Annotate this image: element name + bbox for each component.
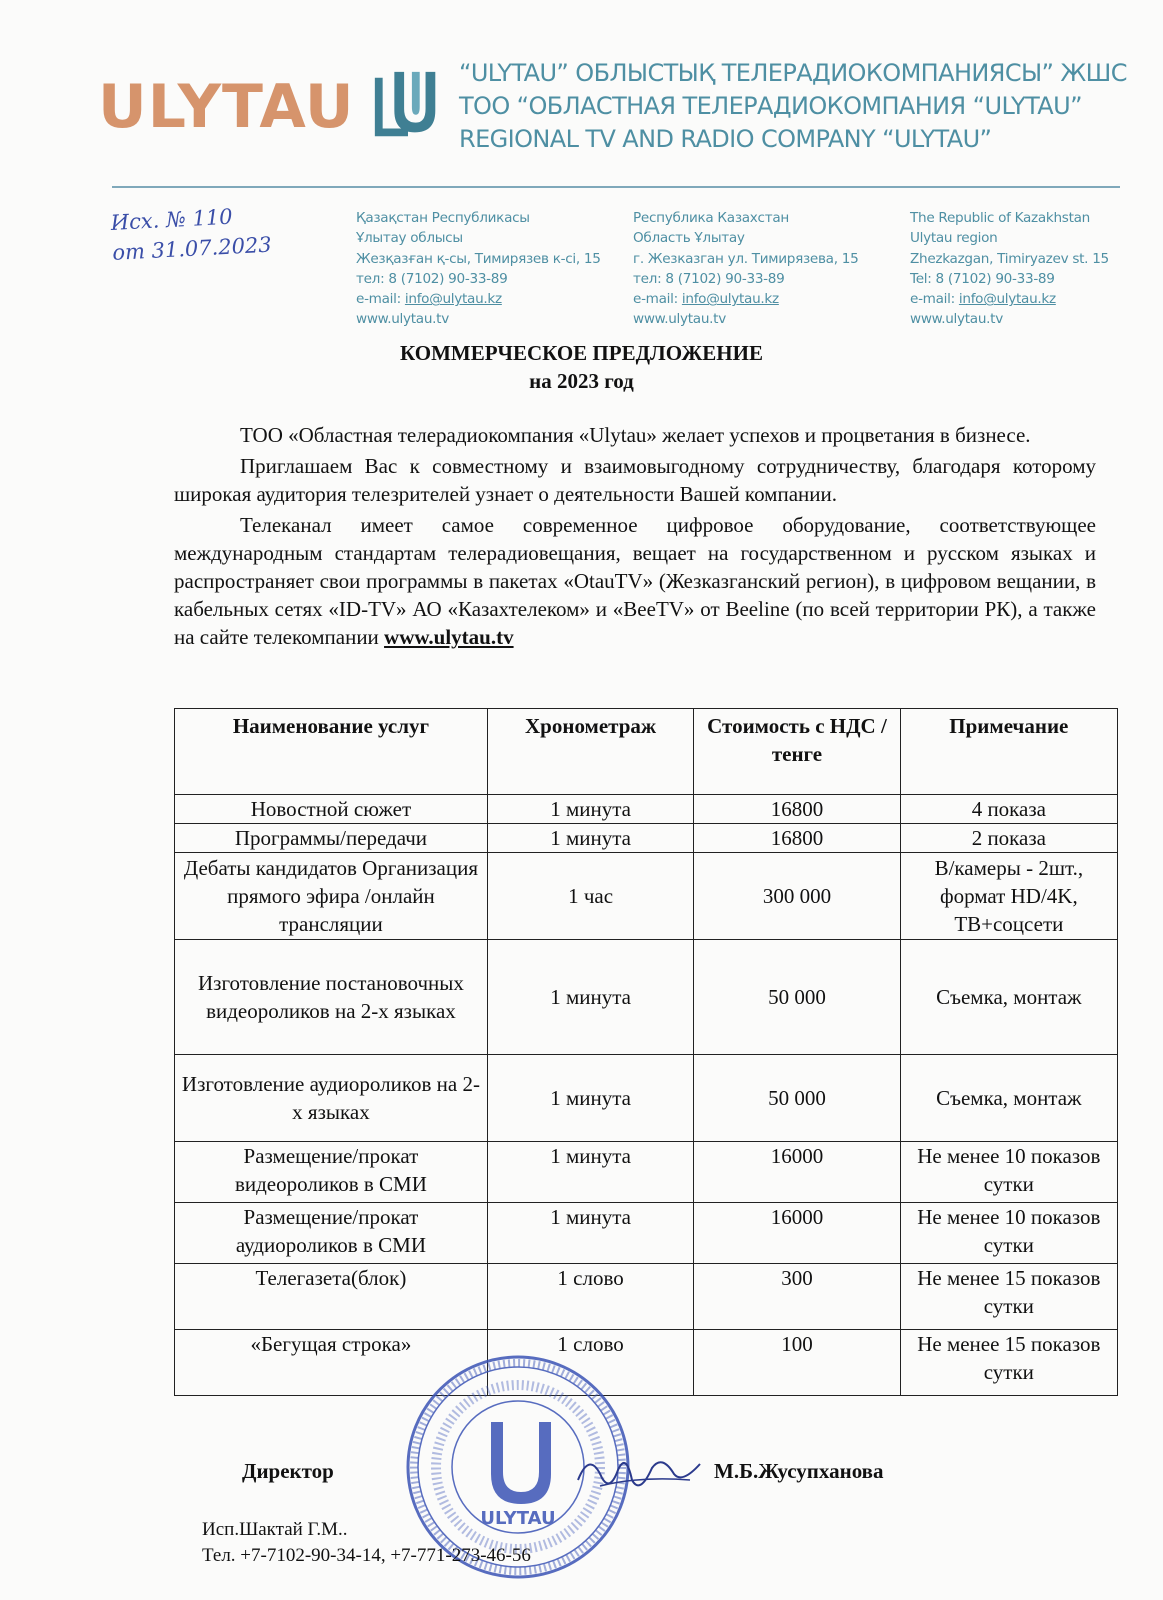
document-subtitle: на 2023 год xyxy=(529,369,634,393)
table-row xyxy=(175,1264,1118,1330)
email-label: e-mail: xyxy=(910,291,959,308)
address-phone: Tel: 8 (7102) 90-33-89 xyxy=(910,270,1055,287)
email-link[interactable]: info@ulytau.kz xyxy=(404,291,502,308)
executor-info xyxy=(202,1517,531,1569)
table-row xyxy=(175,1203,1118,1264)
channel-info-text: Телеканал имеет самое современное цифровое оборудование, соответствующее международным стандартам телерадиовещания, вещает на государственном и русском языках и распространяет свои программы в пакетах «OtauTV» (Жезказганский регион), в цифровом вещании, в кабельных сетях «ID-TV» АО «Казахтелеком» и «BeeTV» от Beeline (по всей территории РК), а также на сайте телекомпании xyxy=(174,513,1096,649)
outgoing-number-handwritten xyxy=(110,200,272,268)
cell-price: 16000 xyxy=(694,1142,900,1203)
email-link[interactable]: info@ulytau.kz xyxy=(681,291,779,308)
address-street: Жезқазған қ-сы, Тимирязев к-сі, 15 xyxy=(356,250,601,267)
services-price-table xyxy=(174,708,1118,1396)
email-label: e-mail: xyxy=(356,291,405,308)
table-row xyxy=(175,824,1118,853)
organization-names xyxy=(459,57,1149,156)
logo-wordmark: ULYTAU xyxy=(98,72,355,142)
cell-duration: 1 минута xyxy=(487,940,693,1055)
address-phone: тел: 8 (7102) 90-33-89 xyxy=(356,270,508,287)
paragraph-channel-info xyxy=(174,511,1096,651)
cell-service: Программы/передачи xyxy=(175,824,488,853)
org-name-russian: ТОО “ОБЛАСТНАЯ ТЕЛЕРАДИОКОМПАНИЯ “ULYTAU” xyxy=(459,92,1082,120)
cell-price: 100 xyxy=(694,1330,900,1396)
address-region: Ұлытау облысы xyxy=(356,230,463,247)
email-link[interactable]: info@ulytau.kz xyxy=(958,291,1056,308)
address-website[interactable]: www.ulytau.tv xyxy=(356,311,449,328)
header-duration: Хронометраж xyxy=(487,709,693,795)
table-row xyxy=(175,1055,1118,1142)
cell-note: 4 показа xyxy=(900,795,1117,824)
document-title: КОММЕРЧЕСКОЕ ПРЕДЛОЖЕНИЕ xyxy=(400,341,763,365)
address-block-russian xyxy=(633,208,888,330)
executor-name: Исп.Шактай Г.М.. xyxy=(202,1519,348,1540)
address-block-kazakh xyxy=(356,208,611,330)
seal-center-text: ULYTAU xyxy=(480,1508,556,1529)
table-row xyxy=(175,1142,1118,1203)
cell-service: Размещение/прокат видеороликов в СМИ xyxy=(175,1142,488,1203)
address-website[interactable]: www.ulytau.tv xyxy=(910,311,1003,328)
address-country: The Republic of Kazakhstan xyxy=(910,210,1090,226)
address-region: Ulytau region xyxy=(910,230,998,247)
cell-note: Не менее 15 показов сутки xyxy=(900,1330,1117,1396)
address-country: Республика Казахстан xyxy=(633,210,789,226)
address-website[interactable]: www.ulytau.tv xyxy=(633,311,726,328)
cell-note: Съемка, монтаж xyxy=(900,1055,1117,1142)
address-country: Қазақстан Республикасы xyxy=(356,210,530,226)
ulytau-logo xyxy=(98,62,447,152)
signatory-name: М.Б.Жусупханова xyxy=(714,1459,884,1483)
address-street: г. Жезказган ул. Тимирязева, 15 xyxy=(633,250,859,267)
address-email-line xyxy=(356,289,611,309)
cell-duration: 1 минута xyxy=(487,795,693,824)
cell-service: Дебаты кандидатов Организация прямого эфира /онлайн трансляции xyxy=(175,853,488,940)
header-service: Наименование услуг xyxy=(175,709,488,795)
cell-duration: 1 слово xyxy=(487,1330,693,1396)
outgoing-number: Исх. № 110 xyxy=(110,204,234,235)
table-row xyxy=(175,853,1118,940)
cell-price: 16800 xyxy=(694,795,900,824)
table-row xyxy=(175,940,1118,1055)
website-link[interactable]: www.ulytau.tv xyxy=(384,625,514,649)
cell-note: В/камеры - 2шт., формат HD/4K, ТВ+соцсети xyxy=(900,853,1117,940)
address-street: Zhezkazgan, Timiryazev st. 15 xyxy=(910,250,1109,267)
cell-service: Новостной сюжет xyxy=(175,795,488,824)
cell-price: 300 xyxy=(694,1264,900,1330)
table-row xyxy=(175,795,1118,824)
cell-duration: 1 минута xyxy=(487,1142,693,1203)
executor-phones: Тел. +7-7102-90-34-14, +7-771-273-46-56 xyxy=(202,1545,531,1566)
cell-duration: 1 минута xyxy=(487,1055,693,1142)
cell-note: Не менее 10 показов сутки xyxy=(900,1203,1117,1264)
address-phone: тел: 8 (7102) 90-33-89 xyxy=(633,270,785,287)
org-name-english: REGIONAL TV AND RADIO COMPANY “ULYTAU” xyxy=(459,125,992,153)
email-label: e-mail: xyxy=(633,291,682,308)
address-region: Область Ұлытау xyxy=(633,230,745,247)
header-note: Примечание xyxy=(900,709,1117,795)
cell-price: 16800 xyxy=(694,824,900,853)
cell-service: Изготовление аудиороликов на 2-х языках xyxy=(175,1055,488,1142)
header-divider xyxy=(112,186,1120,188)
cell-price: 16000 xyxy=(694,1203,900,1264)
cell-service: «Бегущая строка» xyxy=(175,1330,488,1396)
cell-service: Телегазета(блок) xyxy=(175,1264,488,1330)
cell-duration: 1 слово xyxy=(487,1264,693,1330)
cell-price: 50 000 xyxy=(694,940,900,1055)
cell-service: Изготовление постановочных видеороликов на 2-х языках xyxy=(175,940,488,1055)
cell-price: 50 000 xyxy=(694,1055,900,1142)
paragraph-greeting: ТОО «Областная телерадиокомпания «Ulytau» желает успехов и процветания в бизнесе. xyxy=(240,423,1031,447)
cell-note: Съемка, монтаж xyxy=(900,940,1117,1055)
cell-duration: 1 минута xyxy=(487,824,693,853)
cell-duration: 1 час xyxy=(487,853,693,940)
signatory-position: Директор xyxy=(242,1459,334,1483)
cell-duration: 1 минута xyxy=(487,1203,693,1264)
logo-u-icon xyxy=(369,68,447,146)
paragraph-invitation: Приглашаем Вас к совместному и взаимовыгодному сотрудничеству, благодаря которому широкая аудитория телезрителей узнает о деятельности Вашей компании. xyxy=(174,454,1096,506)
table-row xyxy=(175,1330,1118,1396)
cell-note: Не менее 15 показов сутки xyxy=(900,1264,1117,1330)
cell-price: 300 000 xyxy=(694,853,900,940)
table-header-row xyxy=(175,709,1118,795)
address-email-line xyxy=(910,289,1163,309)
cell-note: 2 показа xyxy=(900,824,1117,853)
handwritten-signature xyxy=(570,1440,710,1500)
address-email-line xyxy=(633,289,888,309)
body-text xyxy=(174,421,1096,654)
header-price: Стоимость с НДС / тенге xyxy=(694,709,900,795)
outgoing-date: от 31.07.2023 xyxy=(111,232,273,265)
cell-note: Не менее 10 показов сутки xyxy=(900,1142,1117,1203)
org-name-kazakh: “ULYTAU” ОБЛЫСТЫҚ ТЕЛЕРАДИОКОМПАНИЯСЫ” ЖШС xyxy=(459,59,1127,87)
cell-service: Размещение/прокат аудиороликов в СМИ xyxy=(175,1203,488,1264)
address-block-english xyxy=(910,208,1163,330)
